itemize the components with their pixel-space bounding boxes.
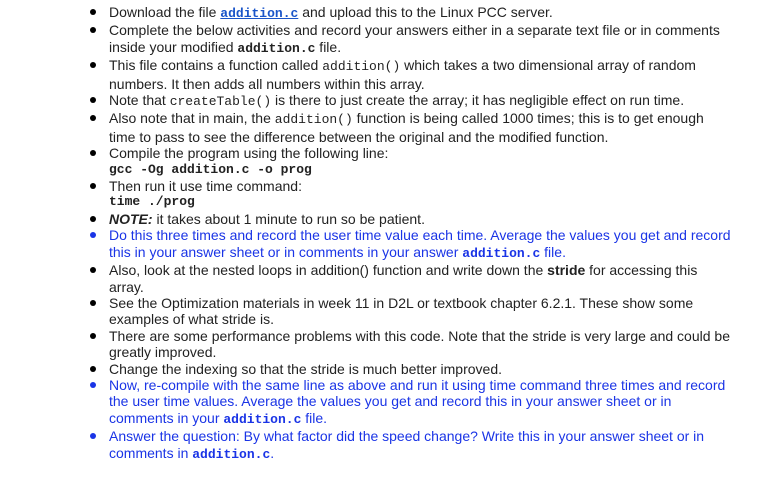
- filename: addition.c: [223, 411, 302, 427]
- filename: addition.c: [237, 40, 316, 56]
- function-name: createTable(): [169, 94, 272, 110]
- function-name: addition(): [322, 59, 401, 75]
- addition-file-link[interactable]: addition.c: [220, 6, 299, 21]
- list-item-create-table-note: Note that createTable() is there to just create the array; it has negligible effect on run time.: [0, 92, 769, 110]
- list-item-run-time: Then run it use time command: time ./prog: [0, 178, 769, 211]
- list-item-complete-activities: Complete the below activities and record your answers either in a separate text file or in comments inside your modified addition.c file.: [0, 22, 769, 57]
- list-item-function-description: This file contains a function called addition() which takes a two dimensional array of random numbers. It then adds all numbers within this array.: [0, 57, 769, 92]
- list-item-download: Download the file addition.c and upload this to the Linux PCC server.: [0, 4, 769, 22]
- list-item-change-indexing: Change the indexing so that the stride is much better improved.: [0, 361, 769, 377]
- list-item-stride: Also, look at the nested loops in addition() function and write down the stride for accessing this array.: [0, 262, 769, 295]
- stride-term: stride: [547, 262, 586, 279]
- list-item-answer-question: Answer the question: By what factor did the speed change? Write this in your answer sheet or in comments in addition.c.: [0, 428, 769, 463]
- list-item-compile: Compile the program using the following line: gcc -Og addition.c -o prog: [0, 145, 769, 178]
- list-item-performance-problems: There are some performance problems with this code. Note that the stride is very large and could be greatly improved.: [0, 328, 769, 361]
- filename: addition.c: [192, 446, 271, 462]
- filename: addition.c: [462, 245, 541, 261]
- list-item-recompile: Now, re-compile with the same line as above and run it using time command three times and record the user time values. Average the values you get and record this in your answer sheet or in comments in your addition.c file.: [0, 377, 769, 428]
- note-label: NOTE:: [109, 210, 153, 227]
- list-item-optimization-materials: See the Optimization materials in week 11 in D2L or textbook chapter 6.2.1. These show some examples of what stride is.: [0, 295, 769, 328]
- compile-command: gcc -Og addition.c -o prog: [109, 161, 312, 177]
- list-item-record-times: Do this three times and record the user time value each time. Average the values you get and record this in your answer sheet or in comments in your answer addition.c file.: [0, 227, 769, 262]
- list-item-main-note: Also note that in main, the addition() function is being called 1000 times; this is to get enough time to pass to see the difference between the original and the modified function.: [0, 110, 769, 145]
- function-name: addition(): [274, 112, 353, 128]
- list-item-note: NOTE: it takes about 1 minute to run so be patient.: [0, 211, 769, 227]
- time-command: time ./prog: [109, 194, 195, 210]
